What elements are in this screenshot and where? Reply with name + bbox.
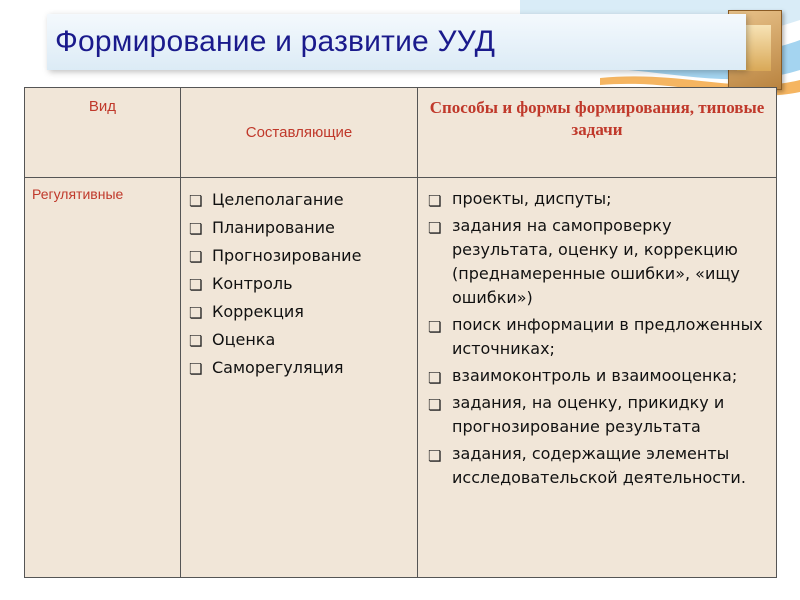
list-item (187, 187, 417, 212)
check-box-bullet-icon: ❏ (428, 396, 442, 414)
list-item (187, 327, 417, 352)
table-row (25, 178, 777, 578)
list-item-text: задания, содержащие элементы исследовательской деятельности. (452, 444, 746, 487)
cell-ways (418, 178, 777, 578)
check-box-bullet-icon: ❏ (428, 318, 442, 336)
list-item (426, 391, 770, 439)
list-item-text: Планирование (212, 218, 335, 237)
ways-list (426, 187, 770, 490)
list-item (187, 243, 417, 268)
list-item (426, 364, 770, 388)
list-item-text: Контроль (212, 274, 293, 293)
check-box-bullet-icon: ❏ (189, 360, 203, 378)
components-list (187, 187, 417, 380)
check-box-bullet-icon: ❏ (189, 220, 203, 238)
slide-title: Формирование и развитие УУД (55, 25, 496, 58)
list-item (426, 442, 770, 490)
header-vid: Вид (25, 88, 181, 178)
list-item-text: проекты, диспуты; (452, 189, 612, 208)
check-box-bullet-icon: ❏ (189, 192, 203, 210)
check-box-bullet-icon: ❏ (428, 447, 442, 465)
list-item (426, 214, 770, 310)
list-item (426, 187, 770, 211)
cell-type: Регулятивные (25, 178, 181, 578)
list-item (426, 313, 770, 361)
check-box-bullet-icon: ❏ (189, 248, 203, 266)
list-item-text: взаимоконтроль и взаимооценка; (452, 366, 738, 385)
list-item (187, 355, 417, 380)
list-item-text: Прогнозирование (212, 246, 362, 265)
check-box-bullet-icon: ❏ (189, 332, 203, 350)
list-item-text: задания на самопроверку результата, оценку и, коррекцию (преднамеренные ошибки», «ищу ошибки») (452, 216, 740, 307)
cell-components (181, 178, 418, 578)
list-item (187, 215, 417, 240)
list-item-text: Целеполагание (212, 190, 344, 209)
uud-table (24, 87, 777, 578)
list-item-text: Коррекция (212, 302, 304, 321)
check-box-bullet-icon: ❏ (189, 304, 203, 322)
table-header-row (25, 88, 777, 178)
check-box-bullet-icon: ❏ (189, 276, 203, 294)
header-ways: Способы и формы формирования, типовые задачи (418, 88, 777, 178)
list-item (187, 299, 417, 324)
list-item-text: Оценка (212, 330, 276, 349)
list-item-text: поиск информации в предложенных источниках; (452, 315, 763, 358)
check-box-bullet-icon: ❏ (428, 219, 442, 237)
list-item-text: задания, на оценку, прикидку и прогнозирование результата (452, 393, 725, 436)
title-bar (47, 14, 746, 70)
check-box-bullet-icon: ❏ (428, 192, 442, 210)
header-components: Составляющие (181, 88, 418, 178)
list-item (187, 271, 417, 296)
list-item-text: Саморегуляция (212, 358, 344, 377)
check-box-bullet-icon: ❏ (428, 369, 442, 387)
